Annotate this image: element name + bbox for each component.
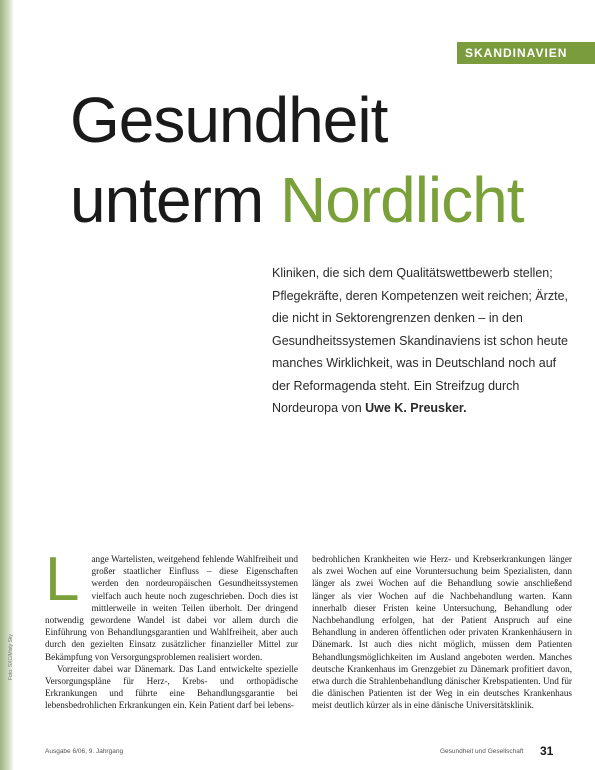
drop-cap: L <box>45 545 80 614</box>
body-paragraph: Vorreiter dabei war Dänemark. Das Land entwickelte spezielle Versorgungspläne für Herz-, Krebs- und orthopädische Erkrankungen und führte eine Behandlungsgarantie bei lebensbedrohlichen Erkrankungen ein. Kein Patient darf bei lebens- <box>45 663 298 711</box>
article-title <box>70 80 524 240</box>
lead-author: Uwe K. Preusker. <box>365 401 467 415</box>
body-column-right <box>312 553 572 712</box>
photo-credit: Foto: SXC/Misty Sky <box>8 634 14 680</box>
body-column-left <box>45 545 298 712</box>
section-tag: SKANDINAVIEN <box>457 42 595 64</box>
article-lead <box>272 262 572 420</box>
title-line-1: Gesundheit <box>70 84 388 156</box>
page-number: 31 <box>540 744 554 758</box>
body-paragraph <box>45 545 298 663</box>
lead-text: Kliniken, die sich dem Qualitätswettbewerb stellen; Pflegekräfte, deren Kompetenzen weit reichen; Ärzte, die nicht in Sektorengrenzen denken – in den Gesundheitssystemen Skandinaviens ist schon heute manches Wirklichkeit, was in Deutschland noch auf der Reformagenda steht. Ein Streifzug durch Nordeuropa von <box>272 266 569 415</box>
body-text: ange Wartelisten, weitgehend fehlende Wahlfreiheit und großer staatlicher Einfluss – diese Eigenschaften werden den nordeuropäischen Gesundheitssystemen vielfach auch heute noch zugeschrieben. Doch dies ist mittlerweile in weiten Teilen überholt. Der dringend notwendig gewordene Wandel ist dabei vor allem durch die Einführung von Behandlungsgarantien und Wahlfreiheit, aber auch durch den gezielten Einsatz zusätzlicher finanzieller Mittel zur Bekämpfung von Versorgungsproblemen realisiert worden. <box>45 554 298 662</box>
footer-magazine: Gesundheit und Gesellschaft <box>440 748 524 755</box>
body-paragraph: bedrohlichen Krankheiten wie Herz- und Krebserkrankungen länger als zwei Wochen auf eine Voruntersuchung beim Spezialisten, dann länger als zwei Wochen auf die Behandlung sowie anschließend länger als vier Wochen auf die Nachbehandlung warten. Kann innerhalb dieser Fristen keine Untersuchung, Behandlung oder Nachbehandlung erfolgen, hat der Patient Anspruch auf eine Behandlung in anderen öffentlichen oder privaten Krankenhäusern in Dänemark. Ist auch dies nicht möglich, müssen dem Patienten Behandlungsmöglichkeiten im Ausland angeboten werden. Manches deutsche Krankenhaus im Grenzgebiet zu Dänemark profitiert davon, etwa durch die Strahlenbehandlung dänischer Krebspatienten. Und für die dänischen Patienten ist der Weg in ein deutsches Krankenhaus meist deutlich kürzer als in eine dänische Universitätsklinik. <box>312 554 572 711</box>
title-line-2-accent: Nordlicht <box>279 164 524 236</box>
title-line-2-plain: unterm <box>70 164 280 236</box>
footer-issue: Ausgabe 6/06, 9. Jahrgang <box>45 748 124 755</box>
